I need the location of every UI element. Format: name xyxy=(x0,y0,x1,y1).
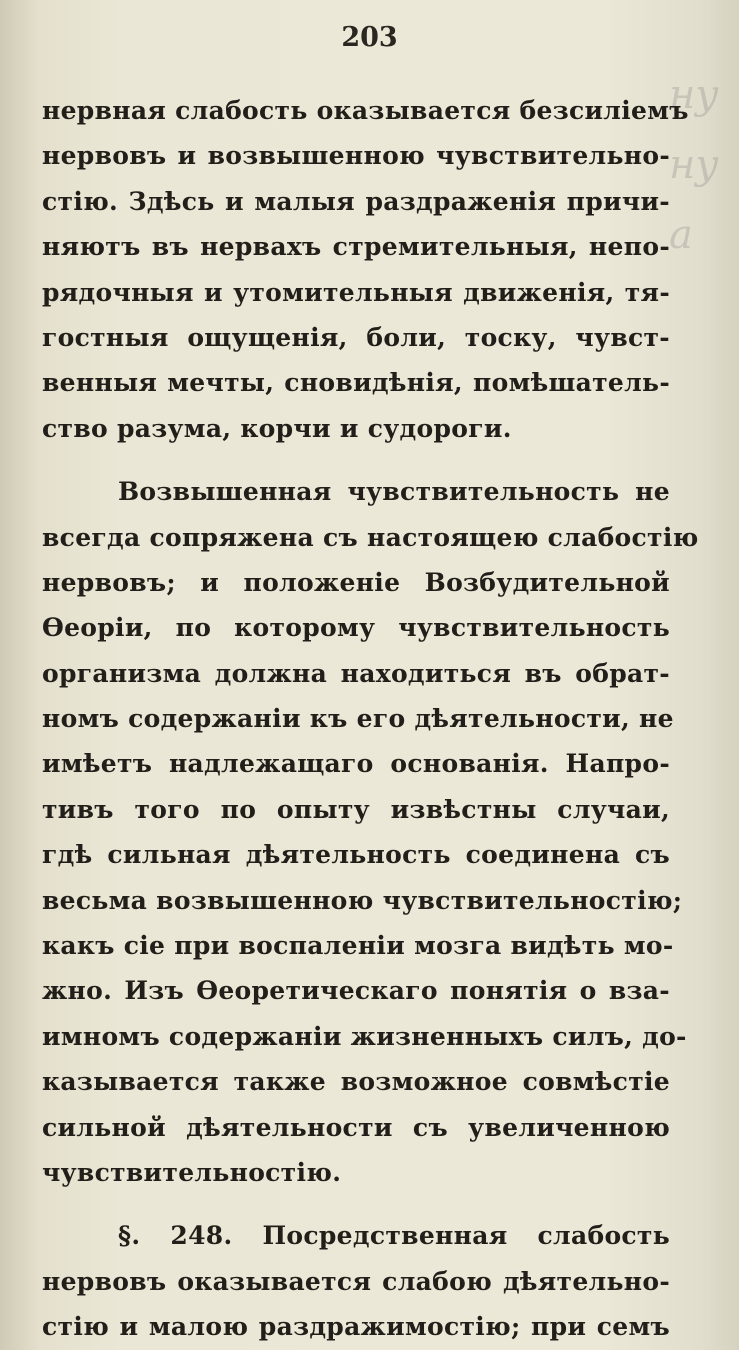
text-line: стію. Здѣсь и малыя раздраженія причи- xyxy=(42,186,670,216)
text-line: ство разума, корчи и судороги. xyxy=(42,413,512,443)
text-line: сильной дѣятельности съ увеличенною xyxy=(42,1112,670,1142)
paragraph-2 xyxy=(42,469,699,1195)
text-line: чувствительностію. xyxy=(42,1157,342,1187)
text-line: номъ содержаніи къ его дѣятельности, не xyxy=(42,704,674,734)
text-line: имномъ содержаніи жизненныхъ силъ, до- xyxy=(42,1021,687,1051)
text-line: Возвышенная чувствительность не xyxy=(118,477,670,507)
paragraph-gap xyxy=(42,451,670,469)
text-line: нервная слабость оказывается безсиліемъ xyxy=(42,96,689,125)
paragraph-3 xyxy=(42,1213,670,1349)
paragraph-1 xyxy=(42,88,689,451)
page-number: 203 xyxy=(341,22,398,53)
text-line: рядочныя и утомительныя движенія, тя- xyxy=(42,277,670,307)
paragraph-gap xyxy=(42,1195,670,1213)
text-line: жно. Изъ Өеоретическаго понятія о вза- xyxy=(42,976,670,1006)
text-line: весьма возвышенною чувствительностію; xyxy=(42,885,683,915)
text-line: гдѣ сильная дѣятельность соединена съ xyxy=(42,840,670,870)
text-line: казывается также возможное совмѣстіе xyxy=(42,1067,670,1097)
bleed-through-handwriting: ну ну а xyxy=(669,72,719,258)
text-line: нервовъ; и положеніе Возбудительной xyxy=(42,567,670,597)
text-line: нервовъ оказывается слабою дѣятельно- xyxy=(42,1266,670,1296)
text-line: имѣетъ надлежащаго основанія. Напро- xyxy=(42,749,670,779)
text-line: стію и малою раздражимостію; при семъ xyxy=(42,1312,670,1342)
text-line: Өеоріи, по которому чувствительность xyxy=(42,613,670,643)
text-line: гостныя ощущенія, боли, тоску, чувст- xyxy=(42,322,670,352)
text-line: всегда сопряжена съ настоящею слабостію xyxy=(42,522,699,552)
text-line: организма должна находиться въ обрат- xyxy=(42,658,670,688)
section-heading-line: §. 248. Посредственная слабость xyxy=(118,1221,670,1251)
text-line: какъ сіе при воспаленіи мозга видѣть мо- xyxy=(42,931,674,961)
text-line: тивъ того по опыту извѣстны случаи, xyxy=(42,794,670,824)
text-line: няютъ въ нервахъ стремительныя, непо- xyxy=(42,232,670,262)
text-line: нервовъ и возвышенною чувствительно- xyxy=(42,141,670,171)
text-line: венныя мечты, сновидѣнія, помѣшатель- xyxy=(42,368,670,398)
